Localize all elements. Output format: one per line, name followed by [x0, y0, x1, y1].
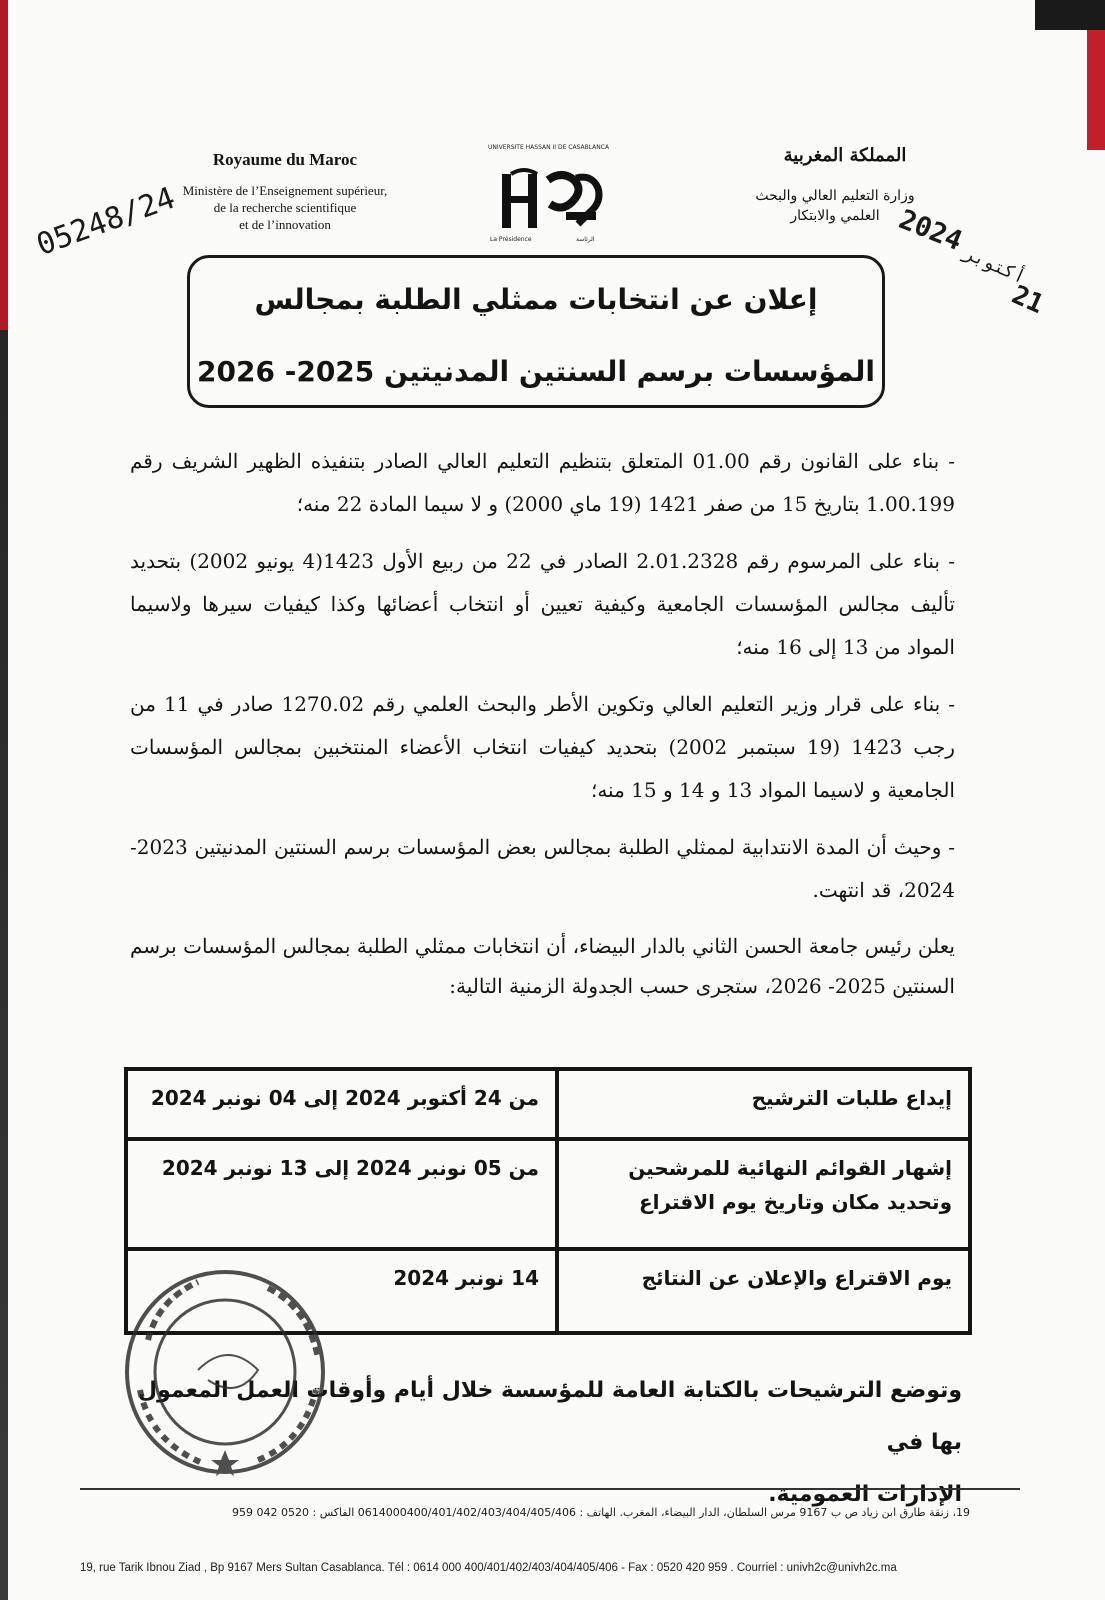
official-stamp-icon	[118, 1260, 333, 1480]
body-paragraph-announcement: يعلن رئيس جامعة الحسن الثاني بالدار البيضاء، أن انتخابات ممثلي الطلبة بمجالس المؤسسات برسم السنتين 2025- 2026، ستجرى حسب الجدولة الزمنية التالية:	[130, 934, 955, 998]
handwritten-date-year: 2024	[894, 203, 967, 258]
table-row	[128, 1141, 968, 1251]
scan-edge-top-right	[1035, 0, 1105, 30]
handwritten-date-month: أكتوبر	[960, 242, 1029, 289]
logo-text-ar: الرئاسة	[576, 236, 595, 243]
header-fr-ministry-line2: de la recherche scientifique	[213, 200, 357, 215]
handwritten-reference-number: 05248/24	[32, 180, 180, 263]
schedule-step-label: إشهار القوائم النهائية للمرشحين وتحديد مكان وتاريخ يوم الاقتراع	[555, 1141, 968, 1247]
header-ar-ministry-line1: وزارة التعليم العالي والبحث	[755, 188, 915, 204]
table-row	[128, 1071, 968, 1141]
announcement-title-box	[187, 255, 885, 408]
body-paragraph-term-ended: - وحيث أن المدة الانتدابية لممثلي الطلبة بمجالس بعض المؤسسات برسم السنتين المدنيتين 2023-2024، قد انتهت.	[130, 835, 955, 902]
logo-text-top: UNIVERSITE HASSAN II DE CASABLANCA	[488, 144, 610, 151]
scan-edge-left	[0, 0, 8, 1600]
footer-french-address: 19, rue Tarik Ibnou Ziad , Bp 9167 Mers Sultan Casablanca. Tél : 0614 000 400/401/402/403/404/405/406 - Fax : 0520 420 959 . Courriel : univh2c@univh2c.ma	[80, 1562, 897, 1574]
announcement-title-line2: المؤسسات برسم السنتين المدنيتين 2025- 2026	[197, 355, 875, 388]
announcement-body	[130, 440, 955, 1020]
handwritten-date-day: 21	[1007, 279, 1049, 321]
header-fr-ministry-line3: et de l’innovation	[239, 217, 331, 232]
footer-divider	[80, 1488, 1020, 1490]
header-ar-ministry-line2: العلمي والابتكار	[790, 208, 880, 224]
schedule-step-date: من 24 أكتوبر 2024 إلى 04 نونبر 2024	[150, 1086, 539, 1110]
university-logo	[488, 140, 613, 248]
header-fr-kingdom: Royaume du Maroc	[212, 150, 358, 169]
schedule-step-date: 14 نونبر 2024	[393, 1266, 539, 1290]
body-paragraph-law: - بناء على القانون رقم 01.00 المتعلق بتنظيم التعليم العالي الصادر بتنفيذه الظهير الشريف رقم 1.00.199 بتاريخ 15 من صفر 1421 (19 ماي 2000) و لا سيما المادة 22 منه؛	[130, 449, 955, 516]
announcement-title-line1: إعلان عن انتخابات ممثلي الطلبة بمجالس	[254, 283, 818, 316]
schedule-step-label: يوم الاقتراع والإعلان عن النتائج	[555, 1251, 968, 1331]
footer-arabic-address: 19، زنقة طارق ابن زياد ص ب 9167 مرس السلطان، الدار البيضاء، المغرب. الهاتف : 0614000400/401/402/403/404/405/406 الفاكس : 0520 042 959	[232, 1506, 970, 1519]
schedule-step-date: من 05 نونبر 2024 إلى 13 نونبر 2024	[161, 1156, 539, 1180]
body-paragraph-decree: - بناء على المرسوم رقم 2.01.2328 الصادر في 22 من ربيع الأول 1423(4 يونيو 2002) بتحديد تأليف مجالس المؤسسات الجامعية وكيفية تعيين أو انتخاب أعضائها وكذا كيفيات سيرها ولاسيما المواد من 13 إلى 16 منه؛	[130, 549, 956, 659]
header-fr-ministry	[140, 182, 430, 233]
body-paragraph-ministerial-order: - بناء على قرار وزير التعليم العالي وتكوين الأطر والبحث العلمي رقم 1270.02 صادر في 11 من رجب 1423 (19 سبتمبر 2002) بتحديد كيفيات انتخاب الأعضاء المنتخبين بمجالس المؤسسات الجامعية و لاسيما المواد 13 و 14 و 15 منه؛	[130, 692, 955, 802]
submission-note-line1: وتوضع الترشيحات بالكتابة العامة للمؤسسة خلال أيام وأوقات العمل المعمول بها في	[138, 1378, 962, 1455]
logo-text-fr: La Présidence	[490, 236, 532, 243]
header-ar-kingdom: المملكة المغربية	[783, 145, 907, 166]
schedule-step-label: إيداع طلبات الترشيح	[555, 1071, 968, 1137]
submission-note-line2: الإدارات العمومية.	[768, 1482, 962, 1507]
header-fr-ministry-line1: Ministère de l’Enseignement supérieur,	[182, 183, 388, 198]
logo-mark-icon	[488, 140, 613, 248]
header-french	[140, 150, 430, 233]
scan-edge-right	[1087, 30, 1105, 150]
